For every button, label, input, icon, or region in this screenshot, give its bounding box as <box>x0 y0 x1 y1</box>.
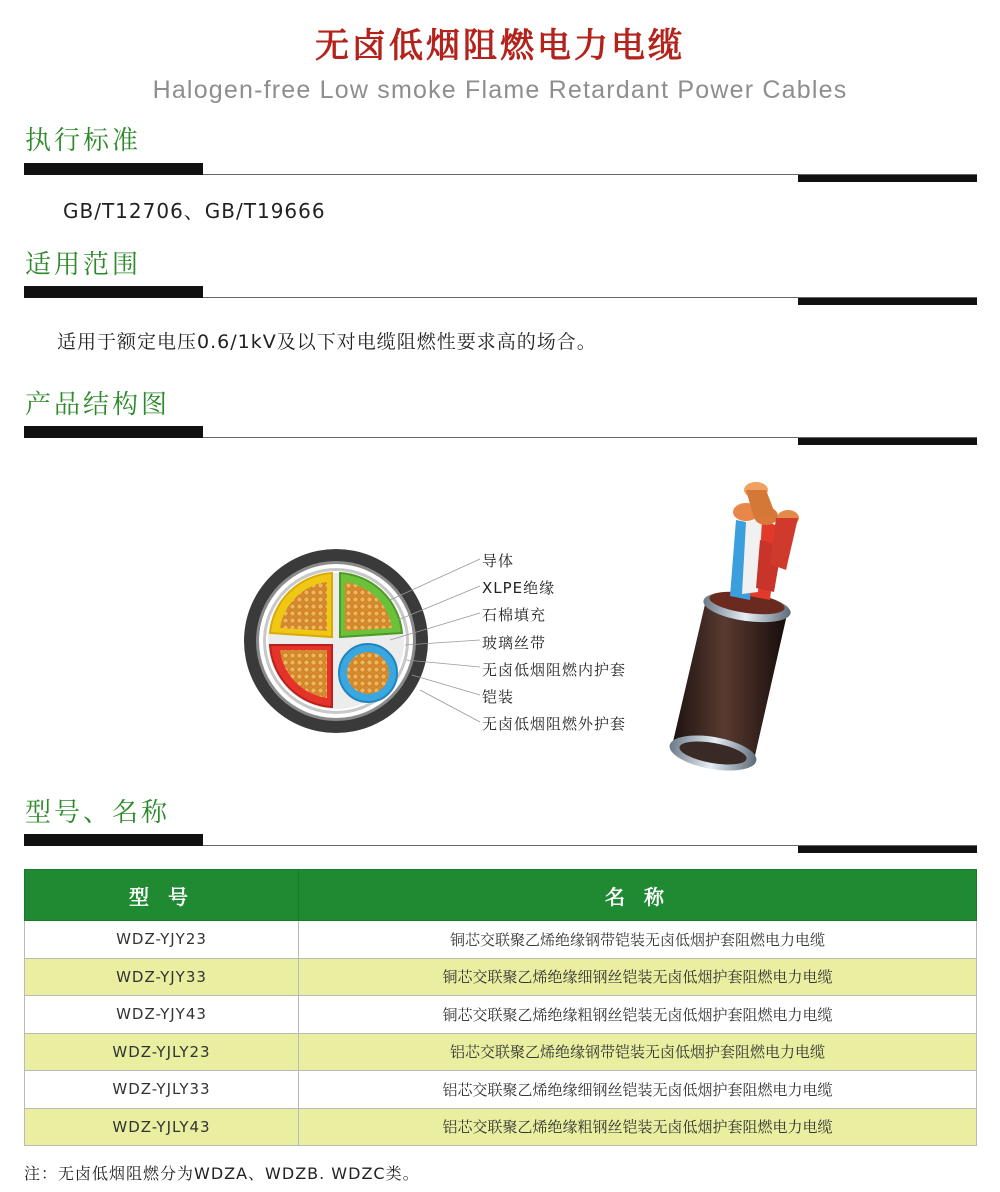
table-cell-name: 铝芯交联聚乙烯绝缘粗钢丝铠装无卤低烟护套阻燃电力电缆 <box>299 1108 977 1146</box>
table-row <box>25 958 977 996</box>
section-divider <box>24 163 977 175</box>
table-cell-name: 铜芯交联聚乙烯绝缘粗钢丝铠装无卤低烟护套阻燃电力电缆 <box>299 996 977 1034</box>
table-cell-model: WDZ-YJLY43 <box>25 1108 299 1146</box>
section-title-models: 型号、名称 <box>25 798 171 828</box>
table-row <box>25 1033 977 1071</box>
page-title: 无卤低烟阻燃电力电缆 <box>315 26 685 66</box>
section-title-structure: 产品结构图 <box>25 390 171 420</box>
section-divider <box>24 426 977 438</box>
structure-legend <box>482 548 626 738</box>
scope-text: 适用于额定电压0.6/1kV及以下对电缆阻燃性要求高的场合。 <box>57 331 597 353</box>
table-cell-model: WDZ-YJLY23 <box>25 1033 299 1071</box>
page-subtitle: Halogen-free Low smoke Flame Retardant Power Cables <box>152 76 848 104</box>
cable-product-photo <box>658 460 828 790</box>
structure-label: 铠装 <box>482 687 515 706</box>
standard-text: GB/T12706、GB/T19666 <box>63 199 326 223</box>
structure-label: 无卤低烟阻燃内护套 <box>482 660 627 679</box>
table-row <box>25 1108 977 1146</box>
table-cell-model: WDZ-YJY43 <box>25 996 299 1034</box>
table-cell-name: 铝芯交联聚乙烯绝缘细钢丝铠装无卤低烟护套阻燃电力电缆 <box>299 1071 977 1109</box>
section-divider <box>24 834 977 846</box>
structure-label: 无卤低烟阻燃外护套 <box>482 715 627 734</box>
table-header-model: 型 号 <box>25 870 299 921</box>
section-divider <box>24 286 977 298</box>
structure-label: 导体 <box>482 552 515 570</box>
table-header-name: 名 称 <box>299 870 977 921</box>
table-header-row <box>25 870 977 921</box>
footnote: 注：无卤低烟阻燃分为WDZA、WDZB. WDZC类。 <box>24 1164 420 1183</box>
table-cell-name: 铝芯交联聚乙烯绝缘钢带铠装无卤低烟护套阻燃电力电缆 <box>299 1033 977 1071</box>
table-cell-model: WDZ-YJLY33 <box>25 1071 299 1109</box>
structure-label: 石棉填充 <box>482 606 547 625</box>
table-cell-name: 铜芯交联聚乙烯绝缘钢带铠装无卤低烟护套阻燃电力电缆 <box>299 921 977 959</box>
table-cell-model: WDZ-YJY23 <box>25 921 299 959</box>
table-cell-model: WDZ-YJY33 <box>25 958 299 996</box>
table-row <box>25 921 977 959</box>
table-cell-name: 铜芯交联聚乙烯绝缘细钢丝铠装无卤低烟护套阻燃电力电缆 <box>299 958 977 996</box>
structure-label: 玻璃丝带 <box>482 633 547 652</box>
section-title-standard: 执行标准 <box>25 126 142 156</box>
table-row <box>25 1071 977 1109</box>
section-title-scope: 适用范围 <box>25 250 142 280</box>
table-row <box>25 996 977 1034</box>
structure-label: XLPE绝缘 <box>482 579 556 598</box>
model-table <box>24 869 977 1146</box>
